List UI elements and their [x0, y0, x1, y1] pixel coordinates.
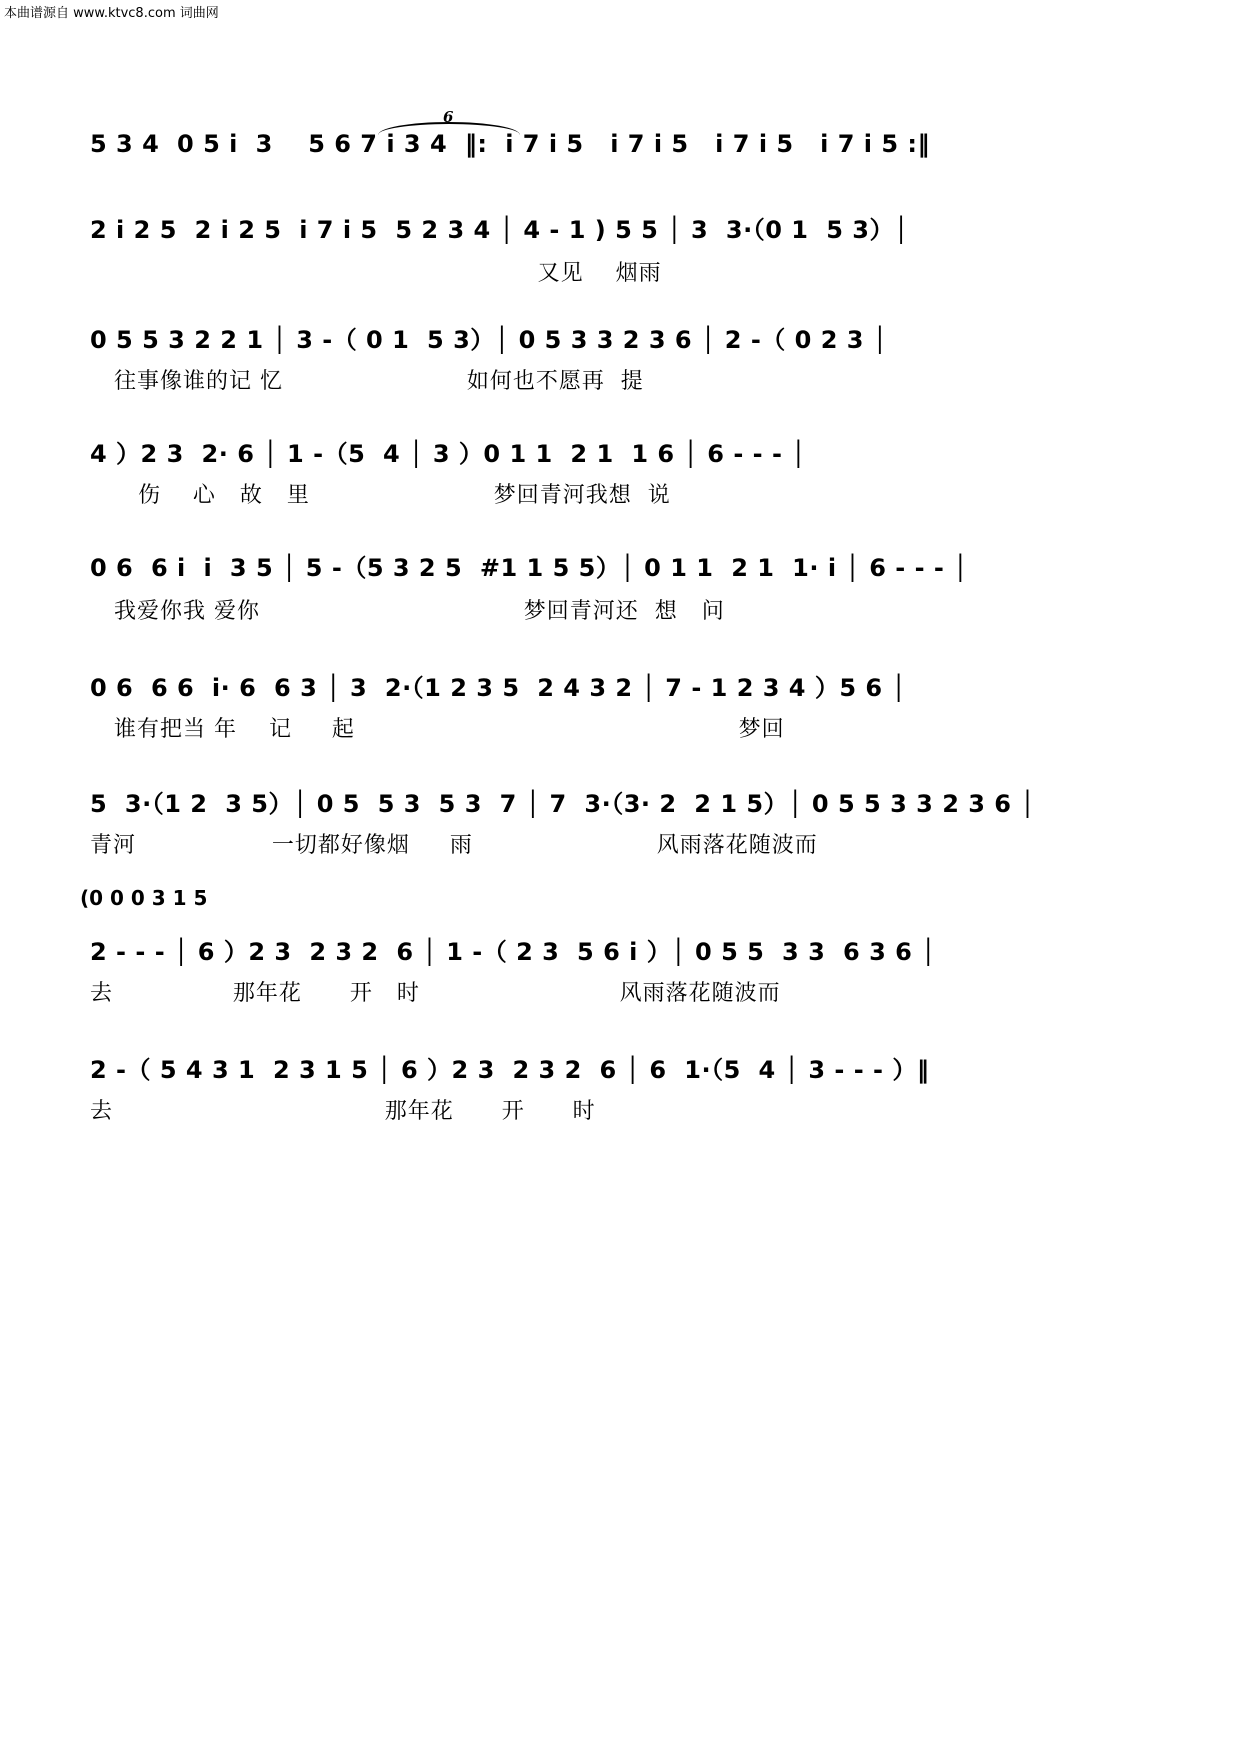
- lyrics-line-4: 伤 心 故 里 梦回青河我想 说: [90, 483, 671, 508]
- notation-line-6: 0 6 6 6 i· 6 6 3 │ 3 2·（1 2 3 5 2 4 3 2 │ 7 - 1 2 3 4 ）5 6 │: [90, 674, 907, 702]
- lyrics-line-5: 我爱你我 爱你 梦回青河还 想 问: [90, 599, 725, 624]
- lyrics-line-7: 青河 一切都好像烟 雨 风雨落花随波而: [90, 833, 818, 858]
- notation-line-4: 4 ）2 3 2· 6 │ 1 -（5 4 │ 3 ）0 1 1 2 1 1 6 │ 6 - - - │: [90, 440, 807, 468]
- notation-extra-8: (0 0 0 3 1 5: [80, 886, 208, 910]
- notation-line-8: 2 - - - │ 6 ）2 3 2 3 2 6 │ 1 -（ 2 3 5 6 i ）│ 0 5 5 3 3 6 3 6 │: [90, 938, 937, 966]
- lyrics-line-3: 往事像谁的记 忆 如何也不愿再 提: [90, 369, 644, 394]
- tuplet-number: 6: [443, 108, 454, 126]
- lyrics-line-2: 又见 烟雨: [90, 261, 662, 286]
- lyrics-line-9: 去 那年花 开 时: [90, 1099, 596, 1124]
- lyrics-line-6: 谁有把当 年 记 起 梦回: [90, 717, 785, 742]
- notation-line-5: 0 6 6 i i 3 5 │ 5 -（5 3 2 5 #1 1 5 5）│ 0 1 1 2 1 1· i │ 6 - - - │: [90, 554, 969, 582]
- notation-line-1: 5 3 4 0 5 i 3 5 6 7 i 3 4 ‖: i 7 i 5 i 7 i 5 i 7 i 5 i 7 i 5 :‖: [90, 130, 931, 158]
- notation-line-3: 0 5 5 3 2 2 1 │ 3 -（ 0 1 5 3）│ 0 5 3 3 2 3 6 │ 2 -（ 0 2 3 │: [90, 326, 888, 354]
- lyrics-line-8: 去 那年花 开 时 风雨落花随波而: [90, 981, 781, 1006]
- watermark-text: 本曲谱源自 www.ktvc8.com 词曲网: [4, 6, 219, 21]
- notation-line-9: 2 -（ 5 4 3 1 2 3 1 5 │ 6 ）2 3 2 3 2 6 │ 6 1·（5 4 │ 3 - - - ）‖: [90, 1056, 930, 1084]
- notation-line-2: 2 i 2 5 2 i 2 5 i 7 i 5 5 2 3 4 │ 4 - 1 ) 5 5 │ 3 3·（0 1 5 3）│: [90, 216, 909, 244]
- notation-line-7: 5 3·（1 2 3 5）│ 0 5 5 3 5 3 7 │ 7 3·（3· 2 2 1 5）│ 0 5 5 3 3 2 3 6 │: [90, 790, 1036, 818]
